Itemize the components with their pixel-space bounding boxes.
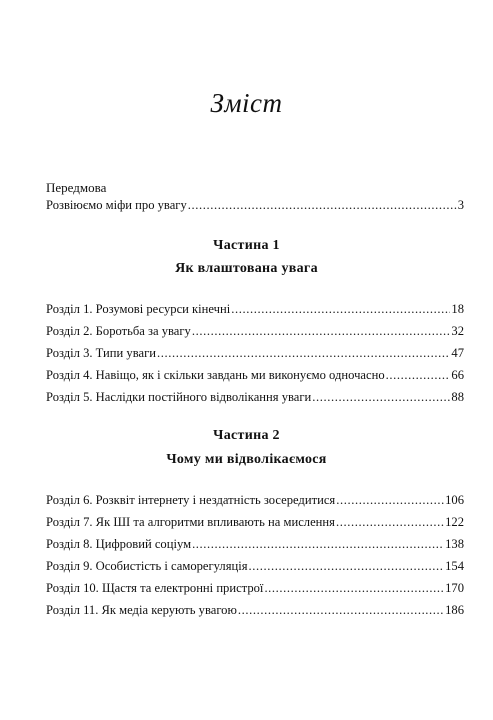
dot-leader (192, 537, 444, 552)
toc-entry-chapter-5[interactable] (46, 390, 464, 406)
part-1-title: Як влаштована увага (175, 261, 318, 276)
toc-entry-label: Розділ 3. Типи уваги (46, 346, 156, 360)
dot-leader (249, 559, 445, 574)
toc-entry-label: Розділ 2. Боротьба за увагу (46, 324, 191, 338)
toc-entry-label: Розділ 4. Навіщо, як і скільки завдань ми виконуємо одночасно (46, 368, 385, 382)
part-2-heading: Частина 2 (213, 428, 280, 443)
toc-entry-chapter-11[interactable] (46, 603, 464, 619)
toc-page-number: 32 (451, 324, 464, 338)
toc-page-number: 122 (445, 515, 464, 529)
dot-leader (192, 324, 451, 339)
toc-page-number: 3 (457, 198, 464, 212)
dot-leader (264, 581, 444, 596)
toc-entry-label: Розділ 9. Особистість і саморегуляція (46, 559, 248, 573)
toc-page-number: 154 (445, 559, 464, 573)
toc-page-number: 88 (451, 390, 464, 404)
part-1-heading: Частина 1 (213, 238, 280, 253)
toc-entry-chapter-7[interactable] (46, 515, 464, 531)
toc-entry-label: Розділ 7. Як ШІ та алгоритми впливають на мислення (46, 515, 335, 529)
toc-entry-label: Розділ 5. Наслідки постійного відволікання уваги (46, 390, 312, 404)
toc-page-number: 138 (445, 537, 464, 551)
dot-leader (312, 390, 450, 405)
page-title: Зміст (210, 88, 283, 118)
toc-entry-label: Розвіюємо міфи про увагу (46, 198, 187, 212)
toc-entry-label: Розділ 11. Як медіа керують увагою (46, 603, 237, 617)
toc-entry-chapter-8[interactable] (46, 537, 464, 553)
preface-label: Передмова (46, 180, 107, 195)
toc-entry-label: Розділ 6. Розквіт інтернету і нездатність зосередитися (46, 493, 336, 507)
toc-entry-chapter-10[interactable] (46, 581, 464, 597)
dot-leader (231, 302, 450, 317)
toc-entry-chapter-4[interactable] (46, 368, 464, 384)
dot-leader (386, 368, 451, 383)
part-2-title: Чому ми відволікаємося (166, 452, 327, 467)
dot-leader (188, 198, 457, 213)
toc-entry-label: Розділ 10. Щастя та електронні пристрої (46, 581, 264, 595)
toc-page-number: 106 (445, 493, 464, 507)
toc-entry-chapter-3[interactable] (46, 346, 464, 362)
toc-entry-preface[interactable] (46, 198, 464, 214)
toc-entry-chapter-1[interactable] (46, 302, 464, 318)
dot-leader (157, 346, 450, 361)
toc-page-number: 186 (445, 603, 464, 617)
toc-entry-chapter-2[interactable] (46, 324, 464, 340)
toc-entry-label: Розділ 1. Розумові ресурси кінечні (46, 302, 231, 316)
toc-entry-label: Розділ 8. Цифровий соціум (46, 537, 192, 551)
dot-leader (336, 515, 444, 530)
toc-page-number: 170 (445, 581, 464, 595)
toc-entry-chapter-9[interactable] (46, 559, 464, 575)
dot-leader (336, 493, 444, 508)
toc-page-number: 66 (451, 368, 464, 382)
toc-page-number: 47 (451, 346, 464, 360)
toc-page-number: 18 (451, 302, 464, 316)
dot-leader (238, 603, 444, 618)
toc-entry-chapter-6[interactable] (46, 493, 464, 509)
